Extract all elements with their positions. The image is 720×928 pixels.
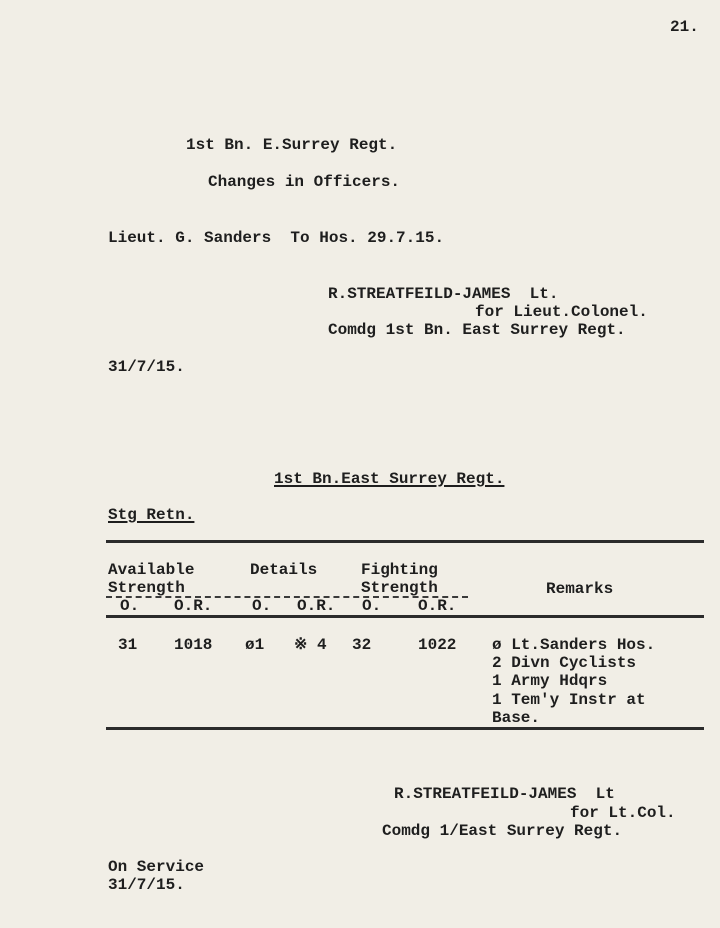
cell-fighting-or: 1022 (418, 636, 457, 654)
cell-fighting-o: 32 (352, 636, 372, 654)
remark-line: 2 Divn Cyclists (492, 654, 637, 672)
remark-line: Base. (492, 709, 541, 727)
cell-details-or: ※ 4 (294, 636, 327, 654)
memo2-subtitle: Stg Retn. (108, 506, 195, 524)
cell-available-or: 1018 (174, 636, 213, 654)
header-fighting: Fighting (361, 561, 438, 579)
subheader-available-or: O.R. (174, 597, 213, 615)
memo2-signature-line2: for Lt.Col. (570, 804, 676, 822)
memo1-signature-name: R.STREATFEILD-JAMES Lt. (328, 285, 559, 303)
header-bottom-rule (106, 615, 704, 618)
memo1-entry: Lieut. G. Sanders To Hos. 29.7.15. (108, 229, 445, 247)
memo2-signature-line3: Comdg 1/East Surrey Regt. (382, 822, 623, 840)
memo1-unit: 1st Bn. E.Surrey Regt. (186, 136, 398, 154)
memo2-signature-name: R.STREATFEILD-JAMES Lt (394, 785, 615, 803)
table-bottom-rule (106, 727, 704, 730)
memo2-unit: 1st Bn.East Surrey Regt. (274, 470, 505, 488)
subheader-available-o: O. (120, 597, 140, 615)
cell-details-o: ø1 (245, 636, 265, 654)
subheader-fighting-or: O.R. (418, 597, 457, 615)
cell-available-o: 31 (118, 636, 138, 654)
header-details: Details (250, 561, 318, 579)
header-available: Available (108, 561, 195, 579)
memo1-subject: Changes in Officers. (208, 173, 401, 191)
subheader-fighting-o: O. (362, 597, 382, 615)
page-number: 21. (670, 18, 699, 36)
header-strength-available: Strength (108, 579, 185, 597)
header-remarks: Remarks (546, 580, 614, 598)
remark-line: 1 Tem'y Instr at (492, 691, 646, 709)
subheader-details-or: O.R. (297, 597, 336, 615)
memo1-date: 31/7/15. (108, 358, 185, 376)
footer-service: On Service (108, 858, 205, 876)
header-strength-fighting: Strength (361, 579, 438, 597)
header-divider (106, 596, 468, 598)
remark-line: 1 Army Hdqrs (492, 672, 608, 690)
remark-line: ø Lt.Sanders Hos. (492, 636, 656, 654)
memo1-signature-line2: for Lieut.Colonel. (475, 303, 648, 321)
subheader-details-o: O. (252, 597, 272, 615)
footer-date: 31/7/15. (108, 876, 185, 894)
memo1-signature-line3: Comdg 1st Bn. East Surrey Regt. (328, 321, 626, 339)
table-top-rule (106, 540, 704, 543)
